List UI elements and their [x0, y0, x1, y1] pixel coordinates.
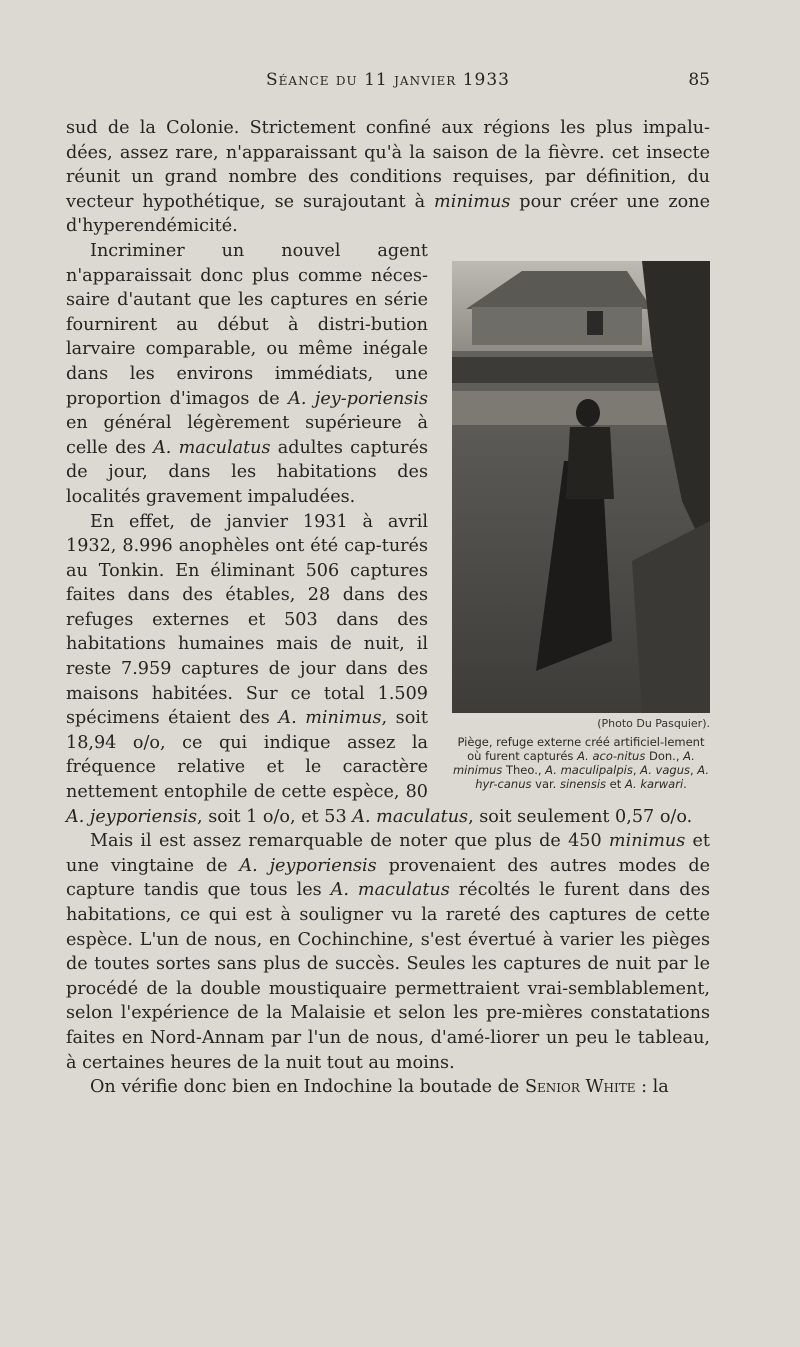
- author-name: Senior White: [524, 1077, 636, 1098]
- text-run: , soit 18,94 o/o, ce qui indique assez la fréquence relative et le caractère nettement entophile de cette espèce, 80: [66, 708, 429, 803]
- species-name: minimus: [434, 191, 511, 212]
- caption-run: .: [683, 776, 687, 791]
- species-name: minimus: [608, 831, 686, 852]
- text-run: , soit 1 o/o, et 53: [197, 806, 353, 827]
- caption-species: A. minimus: [452, 748, 695, 777]
- text-run: adultes capturés de jour, dans les habitations des localités gravement impaludées.: [66, 437, 429, 507]
- caption-species: A. hyr-canus: [475, 762, 710, 791]
- running-header: [66, 70, 710, 96]
- header-title: [66, 70, 710, 90]
- text-run: , soit seulement 0,57 o/o.: [468, 806, 693, 827]
- caption-run: Don.,: [645, 748, 684, 763]
- photo-building: [472, 307, 642, 345]
- trap-photograph: [452, 261, 710, 713]
- text-run: récoltés le furent dans des habitations, ce qui est à souligner vu la rareté des captures de cette espèce. L'un de nous, en Cochinchine, s'est évertué à varier les pièges de toutes sortes sans plus de succès. Seules les captures de nuit par le procédé de la double moustiquaire permettraient vrai-semblablement, selon l'expérience de la Malaisie et selon les pre-mières constatations faites en Nord-Annam par l'un de nous, d'amé-liorer un peu le tableau, à certaines heures de la nuit tout au moins.: [66, 880, 710, 1073]
- header-title-part2: 11 janvier 1933: [364, 70, 510, 90]
- caption-species: sinensis: [560, 776, 607, 791]
- text-run: sud de la Colonie. Strictement confiné aux régions les plus impalu-dées, assez rare, n'apparaissant qu'à la saison de la fièvre. cet insecte réunit un grand nombre des conditions requises, par définition, du vecteur hypothétique, se surajoutant à: [66, 118, 710, 212]
- species-name: A. jey-poriensis: [288, 388, 428, 409]
- text-run: Mais il est assez remarquable de noter que plus de 450: [90, 831, 609, 852]
- caption-species: A. karwari: [624, 776, 684, 791]
- photo-credit: (Photo Du Pasquier).: [597, 716, 710, 730]
- caption-run: ,: [632, 762, 641, 777]
- figure: [452, 261, 710, 791]
- text-run: et une vingtaine de: [66, 831, 710, 876]
- caption-species: A. maculipalpis: [545, 762, 633, 777]
- text-run: pour créer une zone d'hyperendémicité.: [66, 191, 710, 237]
- caption-run: et: [606, 776, 625, 791]
- species-name: A. maculatus: [330, 880, 450, 901]
- caption-species: A. aco-nitus: [577, 748, 646, 763]
- caption-run: Theo.,: [502, 762, 546, 777]
- figure-caption: [452, 735, 710, 791]
- text-run: En effet, de janvier 1931 à avril 1932, 8.996 anophèles ont été cap-turés au Tonkin. En éliminant 506 captures faites dans des étables, 28 dans des refuges externes et 503 dans des habitations humaines mais de nuit, il reste 7.959 captures de jour dans des maisons habitées. Sur ce total 1.509 spécimens étaient des: [66, 511, 428, 729]
- header-title-part1: Séance du: [266, 70, 358, 90]
- species-name: A. minimus: [278, 708, 382, 729]
- species-name: A. maculatus: [352, 806, 469, 827]
- body-text: [66, 116, 710, 1100]
- species-name: A. jeyporiensis: [239, 855, 377, 876]
- paragraph-4: [66, 829, 710, 1075]
- text-run: : la: [635, 1077, 669, 1098]
- text-run: en général légèrement supérieure à celle des: [66, 413, 428, 458]
- paragraph-5: [66, 1075, 710, 1100]
- species-name: A. maculatus: [153, 437, 271, 458]
- paragraph-1: [66, 116, 710, 239]
- text-run: Incriminer un nouvel agent n'apparaissait donc plus comme néces-saire d'autant que les captures en série fournirent au début à distri-bution larvaire comparable, ou même inégale dans les environs immédiats, une proportion d'imagos de: [66, 240, 428, 409]
- species-name: A. jeyporiensis: [66, 806, 198, 827]
- caption-run: ,: [689, 762, 698, 777]
- caption-species: A. vagus: [640, 762, 690, 777]
- caption-run: var.: [531, 776, 560, 791]
- caption-run: Piège, refuge externe créé artificiel-lement où furent capturés: [457, 734, 705, 763]
- photo-person: [576, 399, 600, 427]
- text-run: On vérifie donc bien en Indochine la boutade de: [90, 1077, 525, 1098]
- page-number: 85: [688, 70, 710, 90]
- text-run: provenaient des autres modes de capture tandis que tous les: [66, 855, 710, 901]
